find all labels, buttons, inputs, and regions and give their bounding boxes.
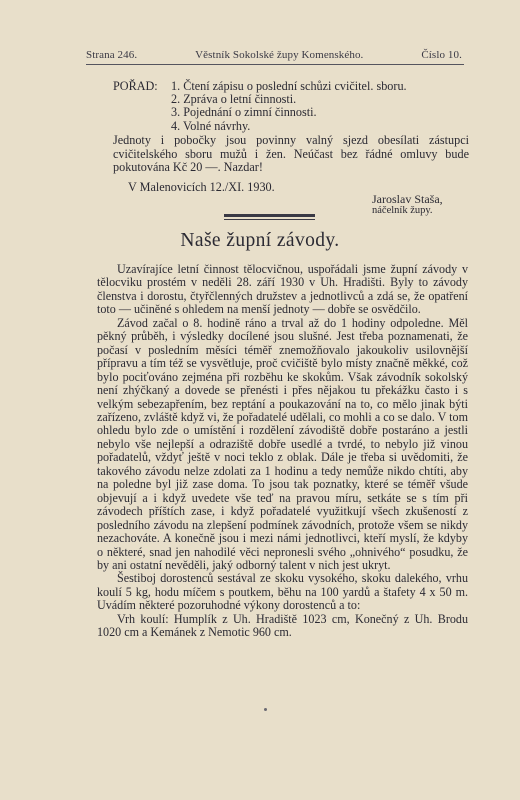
page-number: Strana 246. [86, 49, 138, 61]
article-body [97, 263, 468, 640]
signature-role: náčelník župy. [372, 205, 433, 216]
article-title: Naše župní závody. [180, 230, 340, 251]
program-item: 1. Čtení zápisu o poslední schůzi cvičitel. sboru. [171, 79, 407, 93]
program-item: 2. Zpráva o letní činnosti. [171, 92, 297, 107]
section-divider [224, 214, 315, 217]
header-rule [86, 64, 464, 65]
article-paragraph: Šestiboj dorostenců sestával ze skoku vysokého, skoku dalekého, vrhu koulí 5 kg, hodu míčem s poutkem, běhu na 100 yardů a štafety 4 x 50 m. Uvádím některé pozoruhodné výkony dorostenců a to: [97, 571, 468, 613]
program-item: 4. Volné návrhy. [171, 118, 251, 133]
running-header [86, 49, 462, 61]
ink-speck [264, 708, 267, 711]
program-label: POŘAD: [113, 79, 158, 93]
journal-title: Věstník Sokolské župy Komenského. [195, 49, 364, 61]
issue-number: Číslo 10. [421, 49, 462, 61]
section-divider-thin [224, 219, 315, 220]
article-paragraph: Závod začal o 8. hodině ráno a trval až do 1 hodiny odpoledne. Měl pěkný průběh, i výsledky docílené jsou slušné. Jest třeba poznamenati, že počasí v posledním měsíci téměř znemožňovalo jakoukoliv usilovnější přípravu a tím též se vysvětluje, proč cvičiště bylo místy značně měkké, což bylo pociťováno zejména při rozběhu ke skokům. Však závodník sokolský není zhýčkaný a dovede se přenésti i přes nějakou tu překážku často i s velkým sebezapřením, bez reptání a poukazování na to, co mělo jinak býti zařízeno, zvláště když vi, že pořadatelé udělali, co mohli a co se dalo. V tom ohledu bylo zde o umístění i rozdělení závodiště dobře postaráno a jestli nebylo vše nejlepší a odraziště dobře usedlé a tvrdé, to nebylo již vinou pořadatelů, vždyť ještě v noci teklo z oblak. Dále je třeba si uvědomiti, že takového závodu nelze zdolati za 1 hodinu a tedy nemůže nikdo chtíti, aby na poledne byl již zase doma. To jsou tak poznatky, které se téměř všude objevují a i když uvedete vše teď na pravou míru, setkáte se s tím při závodech příštích zase, i když pořadatelé využitkují všech zkušeností z posledního závodu na zlepšení podmínek závodních, protože všem se nikdy nezachováte. A konečně jsou i mezi námi jednotlivci, kteří myslí, že kdyby o některé, snad jen nahodilé věci nepronesli svého „ohnivého“ posudku, že by ani ostatní nevěděli, jaký odborný talent v nich jest ukryt. [97, 315, 468, 572]
signature-name: Jaroslav Staša, [372, 192, 443, 206]
program-item: 3. Pojednání o zimní činnosti. [171, 105, 317, 120]
article-paragraph: Uzavírajíce letní činnost tělocvičnou, uspořádali jsme župní závody v tělocviku prostém v neděli 28. září 1930 v Uh. Hradišti. Byly to závody členstva i dorostu, čtyřčlenných družstev a jednotlivců a zdá se, že opatření toto — učiněné s ohledem na menší jednoty — dobře se osvědčilo. [97, 262, 468, 317]
meeting-notice: Jednoty i pobočky jsou povinny valný sjezd obesílati zástupci cvičitelského sboru mužů i žen. Neúčast bez řádné omluvy bude pokutována Kč 20 —. Nazdar! [113, 133, 469, 174]
place-date: V Malenovicích 12./XI. 1930. [128, 180, 275, 194]
article-paragraph: Vrh koulí: Humplík z Uh. Hradiště 1023 cm, Konečný z Uh. Brodu 1020 cm a Kemánek z Nemotic 960 cm. [97, 611, 468, 640]
signature-block [372, 193, 443, 217]
program-list [171, 80, 407, 133]
